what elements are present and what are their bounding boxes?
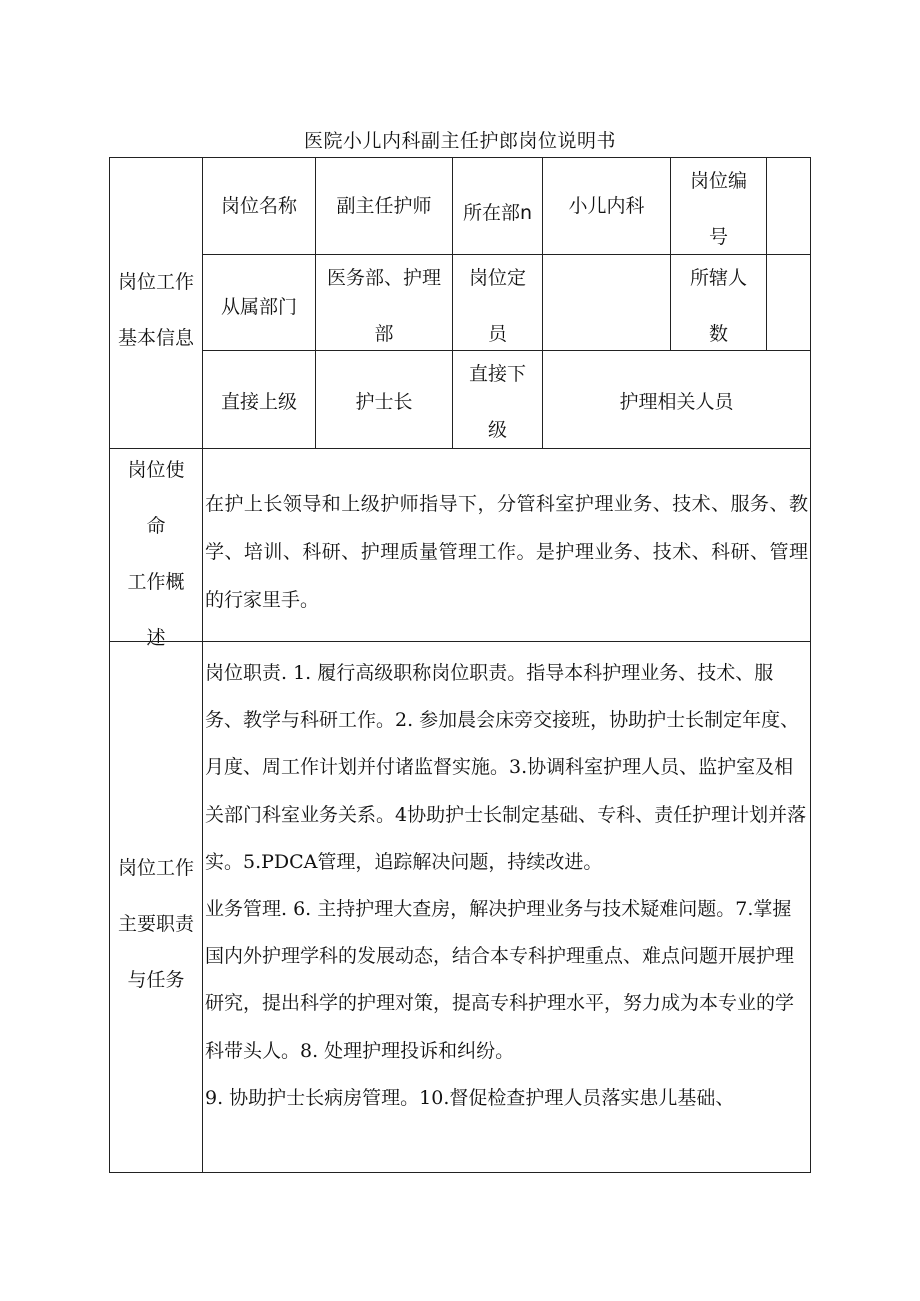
position-name-value: 副主任护师: [336, 195, 432, 217]
affiliated-department-label: 从属部门: [220, 295, 297, 318]
direct-superior-label: 直接上级: [220, 391, 297, 413]
position-code-label: 岗位编 号: [689, 170, 747, 248]
duties-label: 岗位工作 主要职责 与任务: [117, 857, 194, 991]
document-title: 医院小儿内科副主任护郎岗位说明书: [303, 130, 616, 152]
department-value: 小儿内科: [568, 195, 645, 217]
basic-info-label: 岗位工作 基本信息: [117, 271, 194, 349]
department-label: 所在部n: [462, 202, 533, 224]
subordinate-count-label: 所辖人 数: [689, 267, 747, 345]
duties-text: [205, 650, 808, 1122]
duties-paragraph: 9. 协助护士长病房管理。10.督促检查护理人员落实患儿基础、: [205, 1086, 735, 1109]
mission-summary-text: 在护上长领导和上级护师指导下，分管科室护理业务、技术、服务、教学、培训、科研、护理质量管理工作。是护理业务、技术、科研、管理的行家里手。: [205, 493, 808, 611]
staffing-quota-value: [543, 255, 670, 350]
direct-subordinate-value: 护理相关人员: [619, 391, 734, 413]
duties-paragraph: 业务管理. 6. 主持护理大查房，解决护理业务与技术疑难问题。7.掌握国内外护理学科的发展动态，结合本专科护理重点、难点问题开展护理研究，提出科学的护理对策，提高专科护理水平，努力成为本专业的学科带头人。8. 处理护理投诉和纠纷。: [205, 898, 795, 1062]
duties-paragraph: 岗位职责. 1. 履行高级职称岗位职责。指导本科护理业务、技术、服务、教学与科研工作。2. 参加晨会床旁交接班，协助护士长制定年度、月度、周工作计划并付诸监督实施。3.协调科室护理人员、监护室及相关部门科室业务关系。4协助护士长制定基础、专科、责任护理计划并落实。5.PDCA管理，追踪解决问题，持续改进。: [205, 662, 807, 873]
subordinate-count-value: [767, 255, 810, 350]
staffing-quota-label: 岗位定 员: [468, 267, 526, 345]
position-code-value: [767, 158, 810, 254]
direct-subordinate-label: 直接下 级: [468, 363, 526, 441]
affiliated-department-value: 医务部、护理 部: [326, 267, 441, 345]
position-name-label: 岗位名称: [220, 195, 297, 217]
direct-superior-value: 护士长: [355, 391, 413, 413]
mission-summary-label: 岗位使 命 工作概 述: [127, 459, 185, 649]
